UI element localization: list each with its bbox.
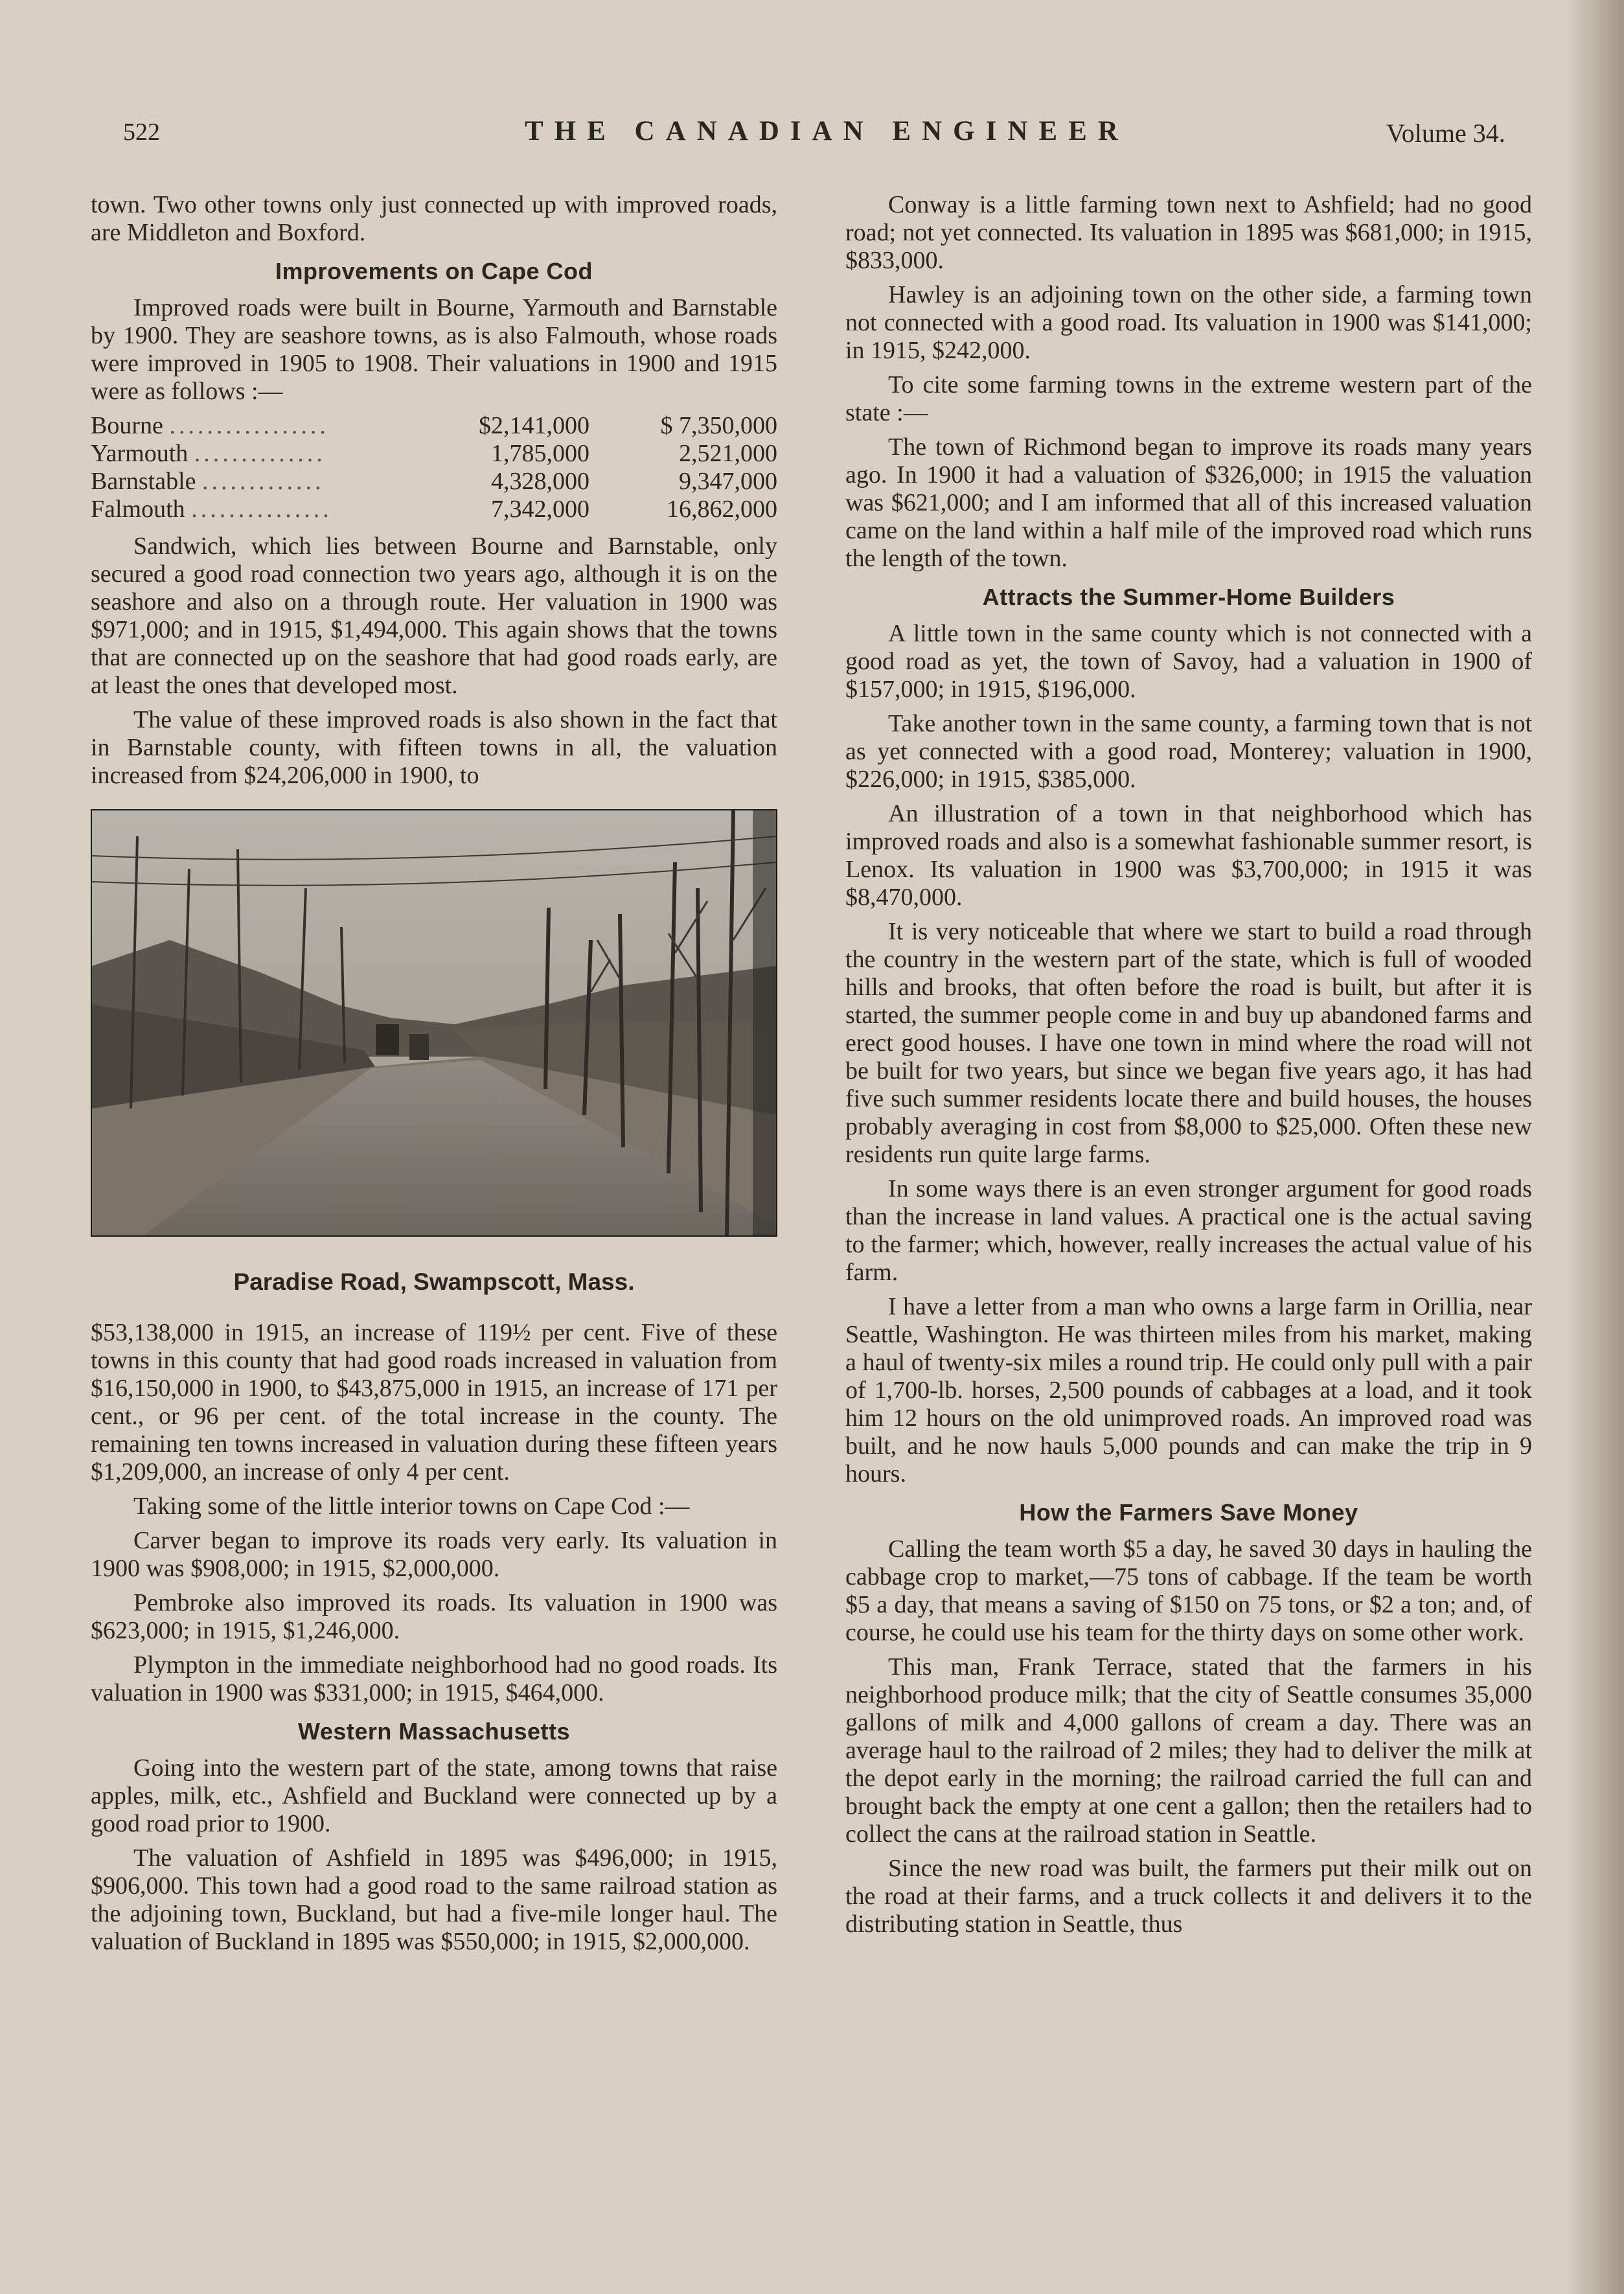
valuation-1900: 4,328,000	[491, 468, 589, 495]
page-edge-shadow	[1566, 0, 1624, 2294]
valuation-1915: 16,862,000	[667, 496, 777, 523]
paragraph-terrace: This man, Frank Terrace, stated that the farmers in his neighborhood produce milk; that the city of Seattle consumes 35,000 gallons of milk and 4,000 gallons of cream a day. There was an average haul to the railroad of 2 miles; they had to deliver the milk at the depot early in the morning; the railroad carried the full can and brought back the empty at one cent a gallon; then the retailers had to collect the cans at the railroad station in Seattle.	[845, 1653, 1532, 1848]
town-name: Falmouth	[91, 496, 185, 523]
paragraph-letter: I have a letter from a man who owns a large farm in Orillia, near Seattle, Washington. He was thirteen miles from his market, making a haul of twenty-six miles a round trip. He could only pull with a pair of 1,700-lb. horses, 2,500 pounds of cabbages at a load, and it took him 12 hours on the old unimproved roads. An improved road was built, and he now hauls 5,000 pounds and can make the trip in 9 hours.	[845, 1293, 1532, 1487]
paragraph-ashfield: The valuation of Ashfield in 1895 was $496,000; in 1915, $906,000. This town had a good road to the same railroad station as the adjoining town, Buckland, but had a five-mile longer haul. The valuation of Buckland in 1895 was $550,000; in 1915, $2,000,000.	[91, 1844, 777, 1955]
valuation-table	[91, 412, 777, 523]
paragraph-interior-towns: Taking some of the little interior towns on Cape Cod :—	[133, 1493, 690, 1520]
paragraph-pembroke: Pembroke also improved its roads. Its valuation in 1900 was $623,000; in 1915, $1,246,000.	[91, 1589, 777, 1644]
valuation-1900: 7,342,000	[491, 496, 589, 523]
heading-farmers-save: How the Farmers Save Money	[1019, 1499, 1358, 1526]
paragraph-barnstable-value: The value of these improved roads is also shown in the fact that in Barnstable county, with fifteen towns in all, the valuation increased from $24,206,000 in 1900, to	[91, 706, 777, 789]
paragraph-richmond: The town of Richmond began to improve its roads many years ago. In 1900 it had a valuation of $326,000; in 1915 the valuation was $621,000; and I am informed that all of this increased valuation came on the land within a half mile of the improved road which runs the length of the town.	[845, 433, 1532, 572]
heading-summer-home: Attracts the Summer-Home Builders	[982, 584, 1395, 610]
town-name: Yarmouth	[91, 440, 189, 467]
right-column	[845, 191, 1532, 1945]
paragraph-conway: Conway is a little farming town next to Ashfield; had no good road; not yet connected. Its valuation in 1895 was $681,000; in 1915, $833,000.	[845, 191, 1532, 274]
paragraph-carver: Carver began to improve its roads very early. Its valuation in 1900 was $908,000; in 1915, $2,000,000.	[91, 1527, 777, 1582]
page-number: 522	[123, 119, 160, 146]
figure-caption: Paradise Road, Swampscott, Mass.	[233, 1268, 635, 1295]
paragraph-stronger-argument: In some ways there is an even stronger argument for good roads than the increase in land values. A practical one is the actual saving to the farmer; which, however, really increases the actual value of his farm.	[845, 1175, 1532, 1286]
table-row: Yarmouth .............. 1,785,000 2,521,000	[91, 440, 777, 467]
figure	[91, 809, 777, 1296]
paragraph-improved-roads: Improved roads were built in Bourne, Yarmouth and Barnstable by 1900. They are seashore towns, as is also Falmouth, whose roads were improved in 1905 to 1908. Their valuations in 1900 and 1915 were as follows :—	[91, 294, 777, 405]
valuation-1900: 1,785,000	[491, 440, 589, 467]
valuation-1900: $2,141,000	[479, 412, 589, 439]
paragraph-western: Going into the western part of the state, among towns that raise apples, milk, etc., Ashfield and Buckland were connected up by a good road prior to 1900.	[91, 1754, 777, 1837]
valuation-1915: $ 7,350,000	[660, 412, 777, 439]
paragraph-sandwich: Sandwich, which lies between Bourne and Barnstable, only secured a good road connection two years ago, although it is on the seashore and also on a through route. Her valuation in 1900 was $971,000; and in 1915, $1,494,000. This again shows that the towns that are connected up on the seashore that had good roads early, are at least the ones that developed most.	[91, 533, 777, 699]
volume-label: Volume 34.	[1386, 119, 1505, 148]
left-column	[91, 191, 777, 1962]
valuation-1915: 9,347,000	[679, 468, 777, 495]
paragraph-lenox: An illustration of a town in that neighborhood which has improved roads and also is a somewhat fashionable summer resort, is Lenox. Its valuation in 1900 was $3,700,000; in 1915 it was $8,470,000.	[845, 800, 1532, 911]
paragraph-savoy: A little town in the same county which is not connected with a good road as yet, the town of Savoy, had a valuation in 1900 of $157,000; in 1915, $196,000.	[845, 620, 1532, 703]
road-photograph	[91, 809, 777, 1237]
running-header	[0, 110, 1624, 155]
table-row: Bourne ................. $2,141,000 $ 7,350,000	[91, 412, 777, 439]
paragraph-monterey: Take another town in the same county, a farming town that is not as yet connected with a good road, Monterey; valuation in 1900, $226,000; in 1915, $385,000.	[845, 710, 1532, 793]
town-name: Barnstable	[91, 468, 196, 495]
paragraph-noticeable: It is very noticeable that where we start to build a road through the country in the western part of the state, which is full of wooded hills and brooks, that often before the road is built, but after it is started, the summer people come in and buy up abandoned farms and erect good houses. I have one town in mind where the road will not be built for two years, but since we began five years ago, it has had five such summer residents locate there and build houses, the houses probably averaging in cost from $8,000 to $25,000. Often these new residents run quite large farms.	[845, 918, 1532, 1168]
paragraph-team: Calling the team worth $5 a day, he saved 30 days in hauling the cabbage crop to market,—75 tons of cabbage. If the team be worth $5 a day, that means a saving of $150 on 75 tons, or $2 a ton; and, of course, he could use his team for the thirty days on some other work.	[845, 1535, 1532, 1646]
table-row: Falmouth ............... 7,342,000 16,862,000	[91, 496, 777, 523]
heading-cape-cod: Improvements on Cape Cod	[275, 258, 593, 284]
town-name: Bourne	[91, 412, 163, 439]
paragraph-plympton: Plympton in the immediate neighborhood had no good roads. Its valuation in 1900 was $331,000; in 1915, $464,000.	[91, 1651, 777, 1706]
heading-western-massachusetts: Western Massachusetts	[298, 1718, 570, 1745]
paragraph-hawley: Hawley is an adjoining town on the other side, a farming town not connected with a good road. Its valuation in 1900 was $141,000; in 1915, $242,000.	[845, 281, 1532, 364]
journal-title: THE CANADIAN ENGINEER	[525, 116, 1129, 146]
paragraph-since: Since the new road was built, the farmers put their milk out on the road at their farms, and a truck collects it and delivers it to the distributing station in Seattle, thus	[845, 1855, 1532, 1938]
paragraph-intro: town. Two other towns only just connected up with improved roads, are Middleton and Boxford.	[91, 191, 777, 246]
paragraph-increase: $53,138,000 in 1915, an increase of 119½ per cent. Five of these towns in this county that had good roads increased in valuation from $16,150,000 in 1900, to $43,875,000 in 1915, an increase of 171 per cent., or 96 per cent. of the total increase in the county. The remaining ten towns increased in valuation during these fifteen years $1,209,000, an increase of only 4 per cent.	[91, 1319, 777, 1485]
valuation-1915: 2,521,000	[679, 440, 777, 467]
table-row: Barnstable ............. 4,328,000 9,347,000	[91, 468, 777, 495]
paragraph-cite: To cite some farming towns in the extreme western part of the state :—	[845, 371, 1532, 426]
